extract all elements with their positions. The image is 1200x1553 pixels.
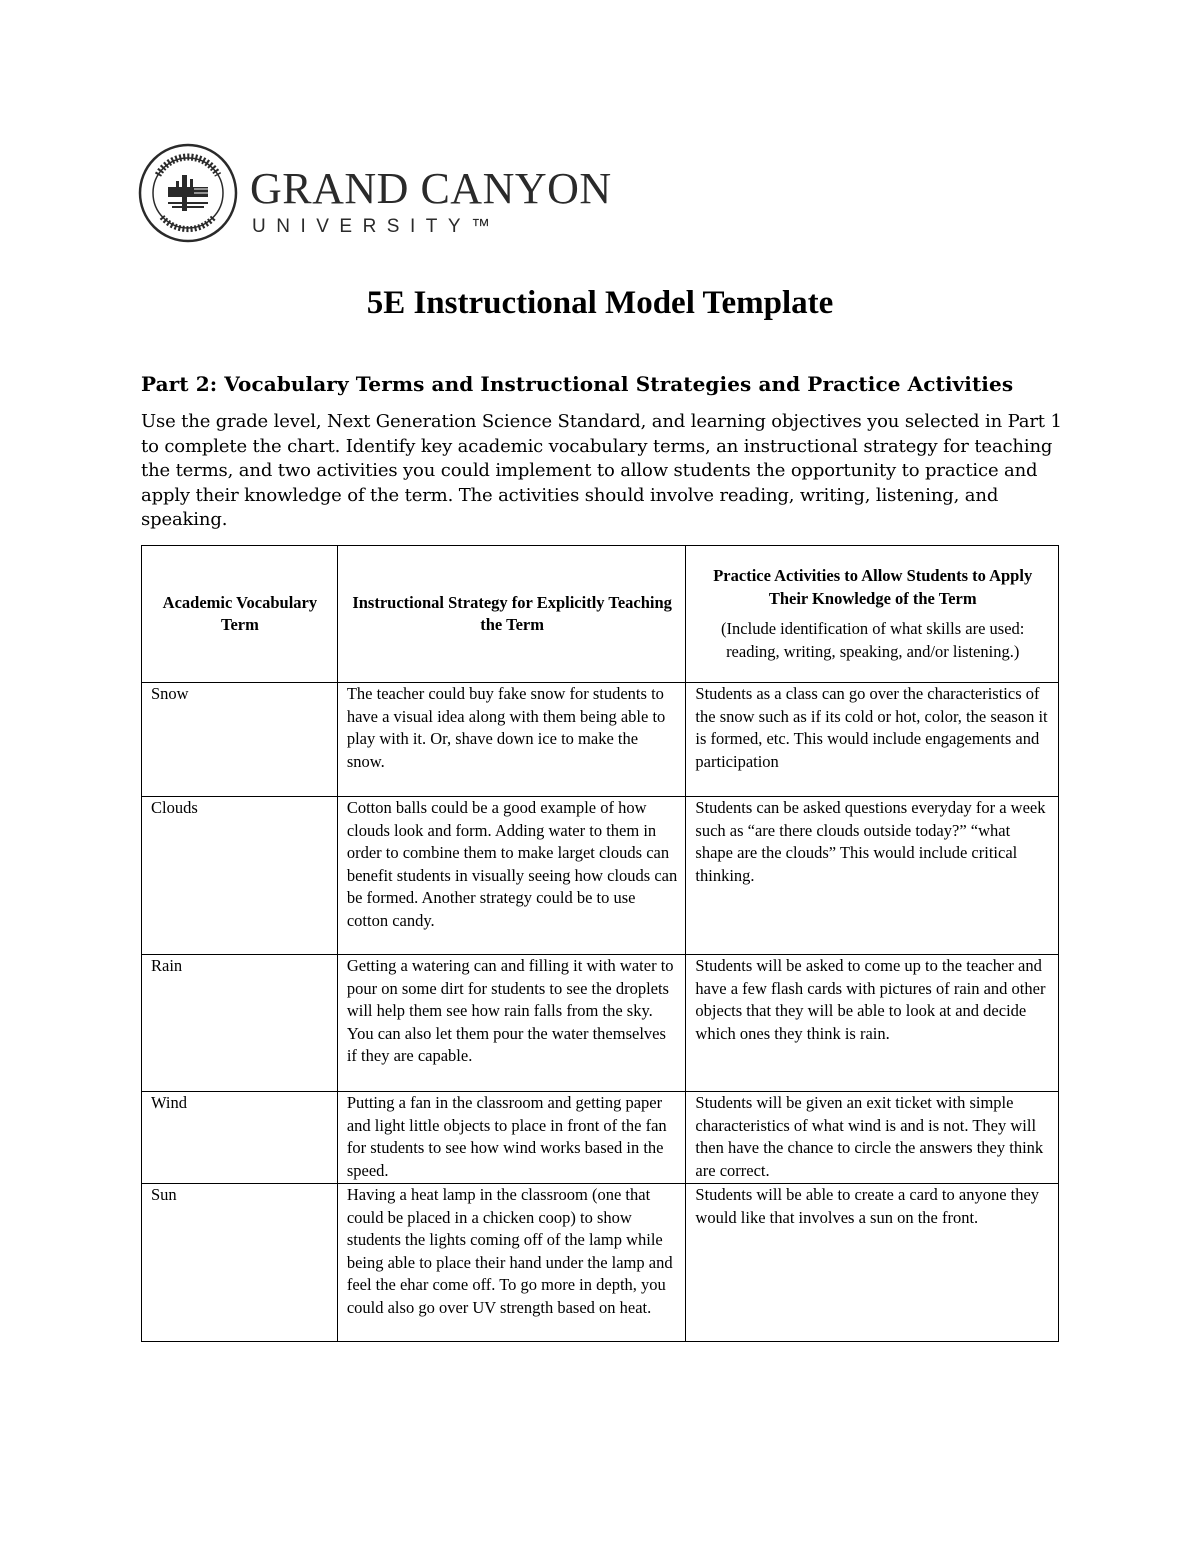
header-instructional-strategy: Instructional Strategy for Explicitly Teaching the Term bbox=[337, 546, 686, 683]
university-seal-icon bbox=[138, 143, 238, 243]
table-row bbox=[142, 955, 1059, 1092]
university-logo bbox=[138, 143, 612, 243]
header-academic-term: Academic Vocabulary Term bbox=[142, 546, 338, 683]
brand-name: GRAND CANYON bbox=[250, 164, 612, 213]
activities-cell: Students as a class can go over the characteristics of the snow such as if its cold or hot, color, the season it is formed, etc. This would include engagements and participation bbox=[686, 683, 1059, 797]
activities-cell: Students will be given an exit ticket with simple characteristics of what wind is and is not. They will then have the chance to circle the answers they think are correct. bbox=[686, 1092, 1059, 1184]
table-row bbox=[142, 683, 1059, 797]
term-cell: Wind bbox=[142, 1092, 338, 1184]
activities-cell: Students will be able to create a card to anyone they would like that involves a sun on the front. bbox=[686, 1184, 1059, 1342]
strategy-cell: Getting a watering can and filling it with water to pour on some dirt for students to see the droplets will help them see how rain falls from the sky. You can also let them pour the water themselves if they are capable. bbox=[337, 955, 686, 1092]
header-practice-activities bbox=[686, 546, 1059, 683]
strategy-cell: Having a heat lamp in the classroom (one that could be placed in a chicken coop) to show students the lights coming off of the lamp while being able to place their hand under the lamp and feel the ehar come off. To go more in depth, you could also go over UV strength based on heat. bbox=[337, 1184, 686, 1342]
strategy-cell: Cotton balls could be a good example of how clouds look and form. Adding water to them in order to combine them to make larget clouds can benefit students in visually seeing how clouds can be formed. Another strategy could be to use cotton candy. bbox=[337, 797, 686, 955]
table-row bbox=[142, 1184, 1059, 1342]
term-cell: Snow bbox=[142, 683, 338, 797]
table-row bbox=[142, 797, 1059, 955]
brand-subtitle: UNIVERSITY™ bbox=[252, 216, 501, 237]
page-title: 5E Instructional Model Template bbox=[366, 285, 834, 321]
vocabulary-table bbox=[141, 545, 1059, 1342]
table-header-row bbox=[142, 546, 1059, 683]
strategy-cell: Putting a fan in the classroom and getting paper and light little objects to place in front of the fan for students to see how wind works based in the speed. bbox=[337, 1092, 686, 1184]
term-cell: Clouds bbox=[142, 797, 338, 955]
strategy-cell: The teacher could buy fake snow for students to have a visual idea along with them being able to play with it. Or, shave down ice to make the snow. bbox=[337, 683, 686, 797]
table-row bbox=[142, 1092, 1059, 1184]
activities-cell: Students will be asked to come up to the teacher and have a few flash cards with pictures of rain and other objects that they will be able to look at and decide which ones they think is rain. bbox=[686, 955, 1059, 1092]
activities-cell: Students can be asked questions everyday for a week such as “are there clouds outside today?” “what shape are the clouds” This would include critical thinking. bbox=[686, 797, 1059, 955]
part-heading: Part 2: Vocabulary Terms and Instructional Strategies and Practice Activities bbox=[141, 372, 1014, 396]
term-cell: Rain bbox=[142, 955, 338, 1092]
header-practice-activities-label: Practice Activities to Allow Students to Apply Their Knowledge of the Term bbox=[713, 566, 1033, 608]
header-practice-activities-note: (Include identification of what skills are used: reading, writing, speaking, and/or listening.) bbox=[721, 619, 1025, 661]
term-cell: Sun bbox=[142, 1184, 338, 1342]
instructions-paragraph: Use the grade level, Next Generation Science Standard, and learning objectives you selected in Part 1 to complete the chart. Identify key academic vocabulary terms, an instructional strategy for teaching the terms, and two activities you could implement to allow students the opportunity to practice and apply their knowledge of the term. The activities should involve reading, writing, listening, and speaking. bbox=[141, 411, 1062, 530]
